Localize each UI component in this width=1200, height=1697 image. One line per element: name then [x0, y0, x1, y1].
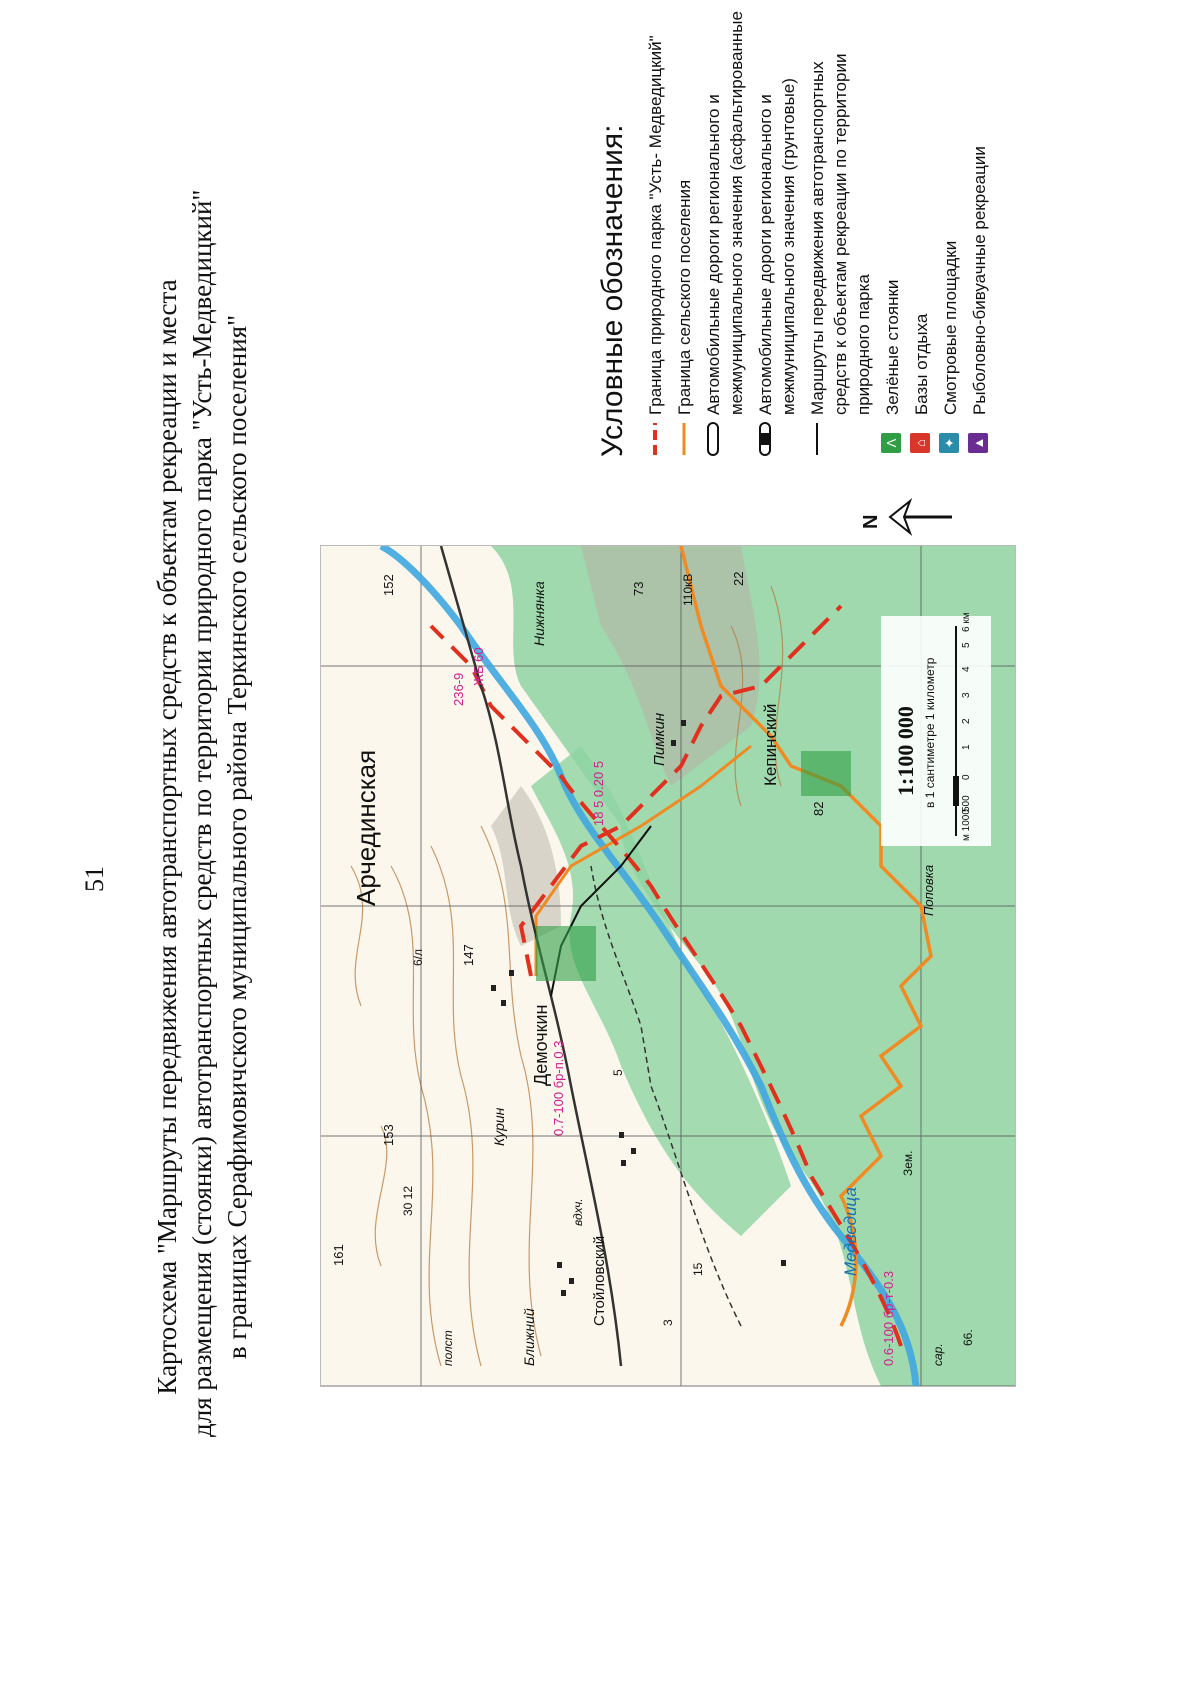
legend-item-label: Граница сельского поселения — [675, 179, 694, 415]
legend-item-label: Автомобильные дороги регионального и межмуниципального значения (асфальтированные — [704, 11, 746, 415]
legend-item — [968, 0, 991, 457]
viewpoint-icon: ✦ — [939, 433, 959, 453]
dirt-road-line-icon — [754, 421, 776, 457]
legend — [596, 0, 997, 457]
scale-tick: 6 км — [961, 612, 972, 632]
legend-title: Условные обозначения: — [596, 124, 629, 457]
topographic-map[interactable] — [320, 545, 1016, 1387]
scale-tick: 500 — [961, 795, 972, 812]
map-label: 73 — [631, 581, 646, 596]
map-label: полст — [441, 1330, 455, 1366]
map-label: 66. — [961, 1329, 975, 1346]
green-parking-zone — [536, 926, 596, 981]
scale-tick: 3 — [961, 692, 972, 698]
label-popovka: Поповка — [921, 864, 936, 916]
scale-tick: 2 — [961, 718, 972, 724]
page-title — [150, 189, 255, 1437]
map-label: 236-9 — [451, 672, 466, 706]
map-label: 6/л — [411, 948, 425, 966]
scale-tick: м 1000 — [961, 809, 972, 841]
settlement-boundary-line-icon — [673, 421, 695, 457]
green-parking-zone — [801, 751, 851, 796]
north-arrow-icon — [886, 487, 956, 547]
map-label: 3 — [661, 1319, 675, 1326]
map-label: 82 — [811, 801, 826, 816]
title-line-3: в границах Серафимовичского муниципального района Теркинского сельского поселения" — [222, 314, 252, 1360]
label-pimkin: Пимкин — [651, 712, 668, 766]
north-arrow — [860, 467, 950, 547]
map-label: вдхч. — [571, 1198, 585, 1226]
map-label: 161 — [331, 1244, 346, 1266]
legend-item-label: Рыболовно-бивуачные рекреации — [970, 146, 989, 415]
legend-item — [673, 0, 696, 457]
map-label: 153 — [381, 1124, 396, 1146]
page-number: 51 — [80, 866, 109, 892]
rest-base-icon: ⌂ — [910, 433, 930, 453]
map-label: 18 5 0.20 5 — [591, 760, 606, 826]
legend-item — [910, 0, 933, 457]
map-label: 15 — [691, 1262, 705, 1276]
north-label: N — [860, 514, 882, 529]
legend-item — [881, 0, 904, 457]
map-label: 0.6-100 бр-т-0.3 — [881, 1270, 896, 1366]
scale-tick: 0 — [961, 774, 972, 780]
legend-item — [644, 0, 667, 457]
map-label: 152 — [381, 574, 396, 596]
legend-item — [806, 0, 875, 457]
label-demochkin: Демочкин — [531, 1004, 551, 1086]
scale-subtitle: в 1 сантиметре 1 километр — [923, 657, 937, 808]
label-nizhnyanka: Нижнянка — [531, 581, 547, 646]
map-label: 147 — [461, 944, 476, 966]
label-blizhny: Ближний — [521, 1308, 537, 1366]
map-label: 0.7-100 бр-п.0.3 — [551, 1040, 566, 1136]
legend-item — [702, 0, 748, 457]
legend-item-label: Граница природного парка "Усть- Медведицкий" — [646, 35, 665, 415]
scale-tick: 1 — [961, 744, 972, 750]
fishing-camp-icon: ▲ — [968, 433, 988, 453]
map-label: 5 — [611, 1069, 625, 1076]
label-river: Медведица — [841, 1187, 860, 1276]
route-line-icon — [806, 421, 828, 457]
label-kurin: Курин — [491, 1107, 507, 1146]
legend-item — [754, 0, 800, 457]
map-label: 30 12 — [401, 1185, 415, 1216]
label-archedinskaya: Арчединская — [351, 749, 381, 906]
title-line-2: для размещения (стоянки) автотранспортных средств по территории природного парка "Усть-Медведицкий" — [187, 189, 217, 1437]
label-stoylovsky: Стойловский — [591, 1235, 608, 1326]
title-line-1: Картосхема "Маршруты передвижения автотранспортных средств к объектам рекреации и места — [152, 279, 182, 1395]
legend-item-label: Смотровые площадки — [941, 240, 960, 415]
map-label: Зем. — [901, 1150, 915, 1176]
green-parking-icon: Λ — [881, 433, 901, 453]
legend-item-label: Базы отдыха — [912, 313, 931, 415]
map-label: 22 — [731, 571, 746, 586]
label-kepinsky: Кепинский — [761, 703, 780, 786]
map-label: 110кВ — [681, 573, 695, 606]
legend-item-label: Маршруты передвижения автотранспортных средств к объектам рекреации по территории природного парка — [808, 53, 873, 415]
map-label: ЖБ 60 — [471, 647, 486, 686]
park-boundary-line-icon — [644, 421, 666, 457]
map-graphics — [321, 546, 1015, 1386]
scale-tick: 5 — [961, 642, 972, 648]
legend-item-label: Зелёные стоянки — [883, 279, 902, 415]
legend-item-label: Автомобильные дороги регионального и межмуниципального значения (грунтовые) — [756, 78, 798, 415]
legend-item — [939, 0, 962, 457]
scale-tick: 4 — [961, 666, 972, 672]
asphalt-road-line-icon — [702, 421, 724, 457]
scale-text: 1:100 000 — [893, 706, 918, 796]
map-label: сар. — [931, 1343, 945, 1366]
